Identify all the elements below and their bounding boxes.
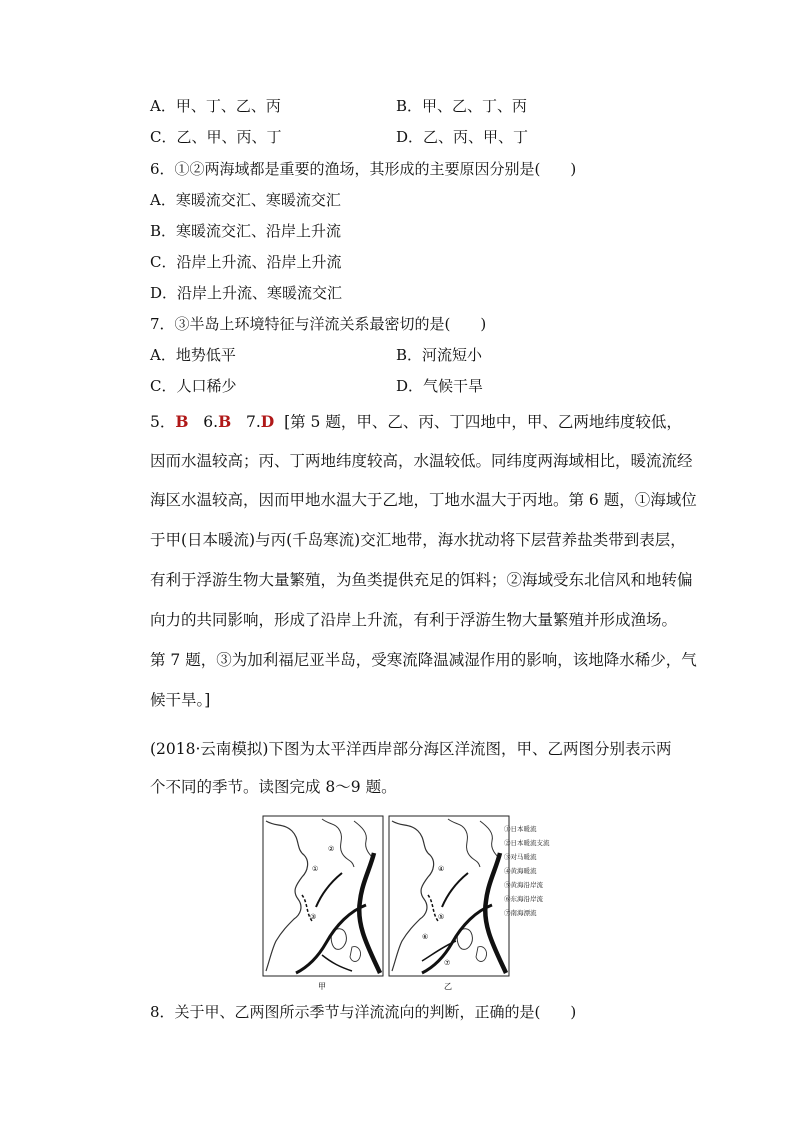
map-mark-6-right: ⑥ (422, 933, 429, 941)
explanation-line-4: 于甲(日本暖流)与丙(千岛寒流)交汇地带，海水扰动将下层营养盐类带到表层， (150, 531, 686, 549)
q6-option-a: A．寒暖流交汇、寒暖流交汇 (150, 191, 341, 209)
q6-stem: 6．①②两海域都是重要的渔场，其形成的主要原因分别是( ) (150, 160, 577, 178)
q6-option-c: C．沿岸上升流、沿岸上升流 (150, 253, 342, 271)
answer-num-6: 6. (203, 413, 219, 431)
q7-option-a: A．地势低平 (150, 346, 236, 364)
answer-line-1 (150, 412, 682, 432)
q6-option-d: D．沿岸上升流、寒暖流交汇 (150, 284, 343, 302)
legend-item-4: ④黄海暖流 (504, 867, 537, 875)
panel-label-right: 乙 (444, 982, 452, 991)
legend-item-7: ⑦南海漂流 (504, 909, 537, 917)
explanation-line-7: 第 7 题，③为加利福尼亚半岛，受寒流降温减湿作用的影响，该地降水稀少，气 (150, 651, 697, 669)
q7-option-b: B．河流短小 (396, 346, 483, 364)
q7-option-c: C．人口稀少 (150, 377, 237, 395)
answer-num-5: 5． (150, 413, 176, 431)
answer-7: D (260, 412, 275, 431)
map-legend (504, 824, 550, 917)
ocean-current-map (262, 815, 550, 993)
q7-stem: 7．③半岛上环境特征与洋流关系最密切的是( ) (150, 315, 487, 333)
q5-option-b: B．甲、乙、丁、丙 (396, 97, 528, 115)
map-mark-2-left: ② (328, 845, 335, 853)
q5-option-d: D．乙、丙、甲、丁 (396, 128, 529, 146)
intro-line-2: 个不同的季节。读图完成 8～9 题。 (150, 778, 397, 796)
q7-option-d: D．气候干旱 (396, 377, 484, 395)
explanation-line-1: [第 5 题，甲、乙、丙、丁四地中，甲、乙两地纬度较低， (284, 413, 682, 431)
panel-label-left: 甲 (318, 982, 326, 991)
q5-option-c: C．乙、甲、丙、丁 (150, 128, 282, 146)
map-mark-4-right: ④ (438, 865, 445, 873)
legend-item-6: ⑥东海沿岸流 (504, 895, 543, 903)
explanation-line-5: 有利于浮游生物大量繁殖，为鱼类提供充足的饵料；②海域受东北信风和地转偏 (150, 571, 693, 589)
intro-line-1: (2018·云南模拟)下图为太平洋西岸部分海区洋流图，甲、乙两图分别表示两 (150, 740, 672, 758)
legend-item-2: ②日本暖流支流 (504, 839, 550, 847)
map-mark-1-left: ① (312, 865, 319, 873)
answer-6: B (218, 412, 232, 431)
map-panel-right (389, 816, 509, 976)
answer-num-7: 7. (245, 413, 261, 431)
q5-option-a: A．甲、丁、乙、丙 (150, 97, 281, 115)
map-mark-3-left: ③ (310, 913, 317, 921)
legend-item-5: ⑤黄海沿岸流 (504, 881, 543, 889)
ocean-current-figure (262, 815, 550, 993)
map-mark-7-right: ⑦ (444, 959, 451, 967)
explanation-line-3: 海区水温较高，因而甲地水温大于乙地，丁地水温大于丙地。第 6 题，①海域位 (150, 491, 697, 509)
map-panel-left (263, 816, 383, 976)
q6-option-b: B．寒暖流交汇、沿岸上升流 (150, 222, 342, 240)
q8-stem: 8．关于甲、乙两图所示季节与洋流流向的判断，正确的是( ) (150, 1003, 577, 1021)
explanation-line-2: 因而水温较高；丙、丁两地纬度较高，水温较低。同纬度两海域相比，暖流流经 (150, 452, 693, 470)
legend-item-3: ③对马暖流 (504, 853, 537, 861)
explanation-line-8: 候干旱。] (150, 691, 211, 709)
explanation-line-6: 向力的共同影响，形成了沿岸上升流，有利于浮游生物大量繁殖并形成渔场。 (150, 611, 678, 629)
legend-item-1: ①日本暖流 (504, 825, 537, 833)
answer-5: B (175, 412, 189, 431)
map-mark-5-right: ⑤ (438, 913, 445, 921)
